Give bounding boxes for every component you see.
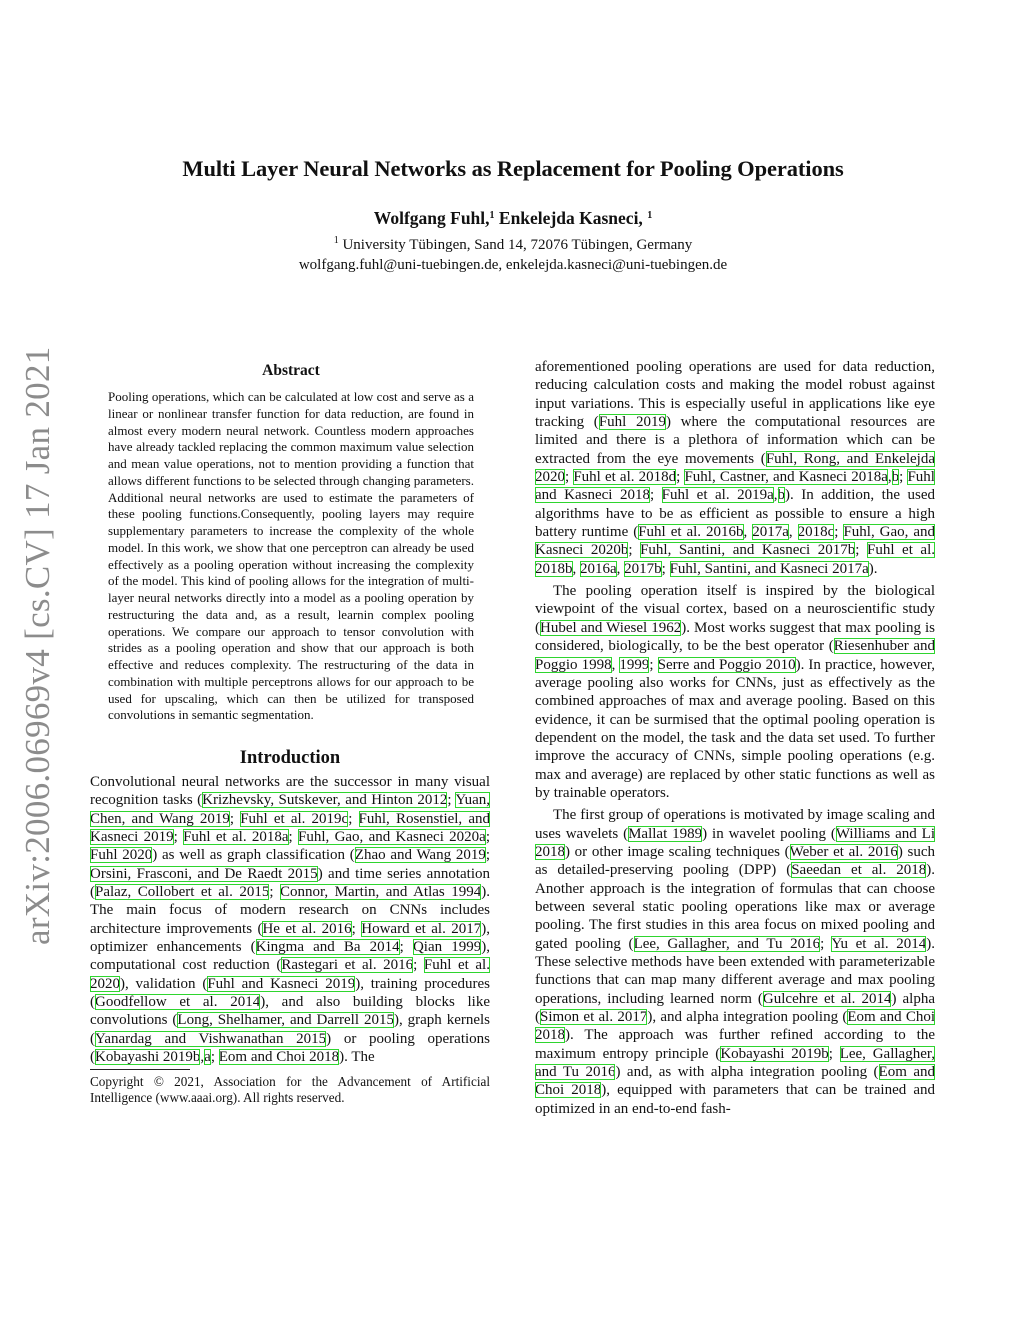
citation-link[interactable]: Fuhl et al. 2019c xyxy=(240,810,349,827)
citation-link[interactable]: Fuhl, Rosenstiel, and Kasneci 2019 xyxy=(90,810,490,846)
citation-link[interactable]: Fuhl and Kasneci 2018 xyxy=(535,469,935,504)
citation-link[interactable]: Yanardag and Vishwanathan 2015 xyxy=(95,1030,327,1047)
citation-link[interactable]: Weber et al. 2016 xyxy=(789,843,898,860)
citation-link[interactable]: Eom and Choi 2018 xyxy=(535,1064,935,1099)
author-name: Wolfgang Fuhl, xyxy=(373,208,490,228)
citation-link[interactable]: Eom and Choi 2018 xyxy=(535,1009,935,1044)
citation-link[interactable]: Gulcehre et al. 2014 xyxy=(762,990,892,1007)
citation-link[interactable]: Krizhevsky, Sutskever, and Hinton 2012 xyxy=(202,792,448,809)
affiliation-address: University Tübingen, Sand 14, 72076 Tübingen, Germany xyxy=(342,237,693,253)
citation-link[interactable]: b xyxy=(891,469,900,486)
abstract xyxy=(90,362,490,724)
copyright-footnote: Copyright © 2021, Association for the Advancement of Artificial Intelligence (www.aaai.org). All rights reserved. xyxy=(90,1073,490,1105)
introduction-heading: Introduction xyxy=(239,748,341,768)
right-column xyxy=(535,358,935,1118)
citation-link[interactable]: Lee, Gallagher, and Tu 2016 xyxy=(633,935,821,952)
introduction-paragraph: Convolutional neural networks are the successor in many visual recognition tasks (Krizhevsky, Sutskever, and Hinton 2012; Yuan, Chen, and Wang 2019; Fuhl et al. 2019c; Fuhl, Rosenstiel, and Kasneci 2019; Fuhl et al. 2018a; Fuhl, Gao, and Kasneci 2020a; Fuhl 2020) as well as graph classification (Zhao and Wang 2019; Orsini, Frasconi, and De Raedt 2015) and time series annotation (Palaz, Collobert et al. 2015; Connor, Martin, and Atlas 1994). The main focus of modern research on CNNs includes architecture improvements (He et al. 2016; Howard et al. 2017), optimizer enhancements (Kingma and Ba 2014; Qian 1999), computational cost reduction (Rastegari et al. 2016; Fuhl et al. 2020), validation (Fuhl and Kasneci 2019), training procedures (Goodfellow et al. 2014), and also building blocks like convolutions (Long, Shelhamer, and Darrell 2015), graph kernels (Yanardag and Vishwanathan 2015) or pooling operations (Kobayashi 2019b,a; Eom and Choi 2018). The xyxy=(90,774,491,1066)
citation-link[interactable]: Connor, Martin, and Atlas 1994 xyxy=(280,884,482,901)
citation-link[interactable]: Kingma and Ba 2014 xyxy=(255,939,400,956)
affiliation-mark: 1 xyxy=(647,210,653,221)
citation-link[interactable]: b xyxy=(777,487,786,504)
author-list xyxy=(90,208,936,229)
citation-link[interactable]: Fuhl, Santini, and Kasneci 2017b xyxy=(640,542,856,559)
citation-link[interactable]: Kobayashi 2019b xyxy=(720,1045,829,1062)
citation-link[interactable]: Fuhl et al. 2018b xyxy=(535,542,935,577)
title-block xyxy=(90,156,936,275)
affiliation-mark: 1 xyxy=(333,235,339,246)
citation-link[interactable]: Serre and Poggio 2010 xyxy=(657,656,796,673)
footnote-rule xyxy=(90,1069,190,1070)
body-paragraph: The first group of operations is motivated by image scaling and uses wavelets (Mallat 1989) in wavelet pooling (Williams and Li 2018) or other image scaling techniques (Weber et al. 2016) such as detailed-preserving pooling (DPP) (Saeedan et al. 2018). Another approach is the integration of formulas that can choose between several static pooling operations like max or average pooling. The first studies in this area focus on mixed pooling and gated pooling (Lee, Gallagher, and Tu 2016; Yu et al. 2014). These selective methods have been extended with parameterizable functions that can map many different average and max pooling operations, including learned norm (Gulcehre et al. 2014) alpha (Simon et al. 2017), and alpha integration pooling (Eom and Choi 2018). The approach was further refined according to the maximum entropy principle (Kobayashi 2019b; Lee, Gallagher, and Tu 2016) and, as with alpha integration pooling (Eom and Choi 2018), equipped with parameters that can be trained and optimized in an end-to-end fash- xyxy=(535,807,936,1117)
citation-link[interactable]: Qian 1999 xyxy=(412,939,482,956)
citation-link[interactable]: Hubel and Wiesel 1962 xyxy=(540,619,682,636)
citation-link[interactable]: Fuhl 2020 xyxy=(90,847,153,864)
citation-link[interactable]: Riesenhuber and Poggio 1998 xyxy=(535,638,936,673)
citation-link[interactable]: Fuhl, Castner, and Kasneci 2018a xyxy=(684,469,888,486)
citation-link[interactable]: 1999 xyxy=(619,656,650,673)
abstract-text: Pooling operations, which can be calculated at low cost and serve as a linear or nonlinear transfer function for data reduction, are found in almost every modern neural network. Countless modern approaches have already tackled replacing the common maximum value selection and mean value operations, not to mention providing a function that allows different functions to be selected through changing parameters. Additional neural networks are used to estimate the parameters of these pooling functions.Consequently, pooling layers may require supplementary parameters to increase the complexity of the whole model. In this work, we show that one perceptron can already be used effectively as a pooling operation without increasing the complexity of the model. This kind of pooling allows for the integration of multi-layer neural networks directly into a model as a pooling operation by restructuring the data and, as a result, learnin complex pooling operations. We compare our approach to tensor convolution with strides as a pooling operation and show that our approach is both effective and reduces complexity. The restructuring of the data in combination with multiple perceptrons allows for our approach to be used for upscaling, which can then be utilized for transposed convolutions in semantic segmentation. xyxy=(108,389,474,723)
citation-link[interactable]: Lee, Gallagher, and Tu 2016 xyxy=(535,1045,935,1081)
author-emails: wolfgang.fuhl@uni-tuebingen.de, enkelejda.kasneci@uni-tuebingen.de xyxy=(298,257,728,273)
affiliation xyxy=(90,235,936,275)
citation-link[interactable]: a xyxy=(204,1049,211,1066)
citation-link[interactable]: Orsini, Frasconi, and De Raedt 2015 xyxy=(90,865,318,882)
citation-link[interactable]: Saeedan et al. 2018 xyxy=(791,862,927,879)
citation-link[interactable]: Simon et al. 2017 xyxy=(540,1009,648,1026)
citation-link[interactable]: 2016a xyxy=(580,560,617,577)
citation-link[interactable]: Long, Shelhamer, and Darrell 2015 xyxy=(177,1012,394,1029)
author-name: Enkelejda Kasneci, xyxy=(498,208,643,228)
citation-link[interactable]: Fuhl, Gao, and Kasneci 2020a xyxy=(298,829,486,846)
citation-link[interactable]: Williams and Li 2018 xyxy=(535,825,935,860)
citation-link[interactable]: 2018c xyxy=(797,524,835,541)
body-paragraph: aforementioned pooling operations are used for data reduction, reducing calculation costs and making the model robust against input variations. This is especially useful in applications like eye tracking (Fuhl 2019) where the computational resources are limited and there is a plethora of information which can be extracted from the eye movements (Fuhl, Rong, and Enkelejda 2020; Fuhl et al. 2018d; Fuhl, Castner, and Kasneci 2018a,b; Fuhl and Kasneci 2018; Fuhl et al. 2019a,b). In addition, the used algorithms have to be as efficient as possible to ensure a high battery runtime (Fuhl et al. 2016b, 2017a, 2018c; Fuhl, Gao, and Kasneci 2020b; Fuhl, Santini, and Kasneci 2017b; Fuhl et al. 2018b, 2016a, 2017b; Fuhl, Santini, and Kasneci 2017a). xyxy=(535,359,936,577)
citation-link[interactable]: Kobayashi 2019b xyxy=(95,1049,201,1066)
affiliation-mark: 1 xyxy=(489,210,495,221)
arxiv-identifier: arXiv:2006.06969v4 [cs.CV] 17 Jan 2021 xyxy=(18,346,57,945)
paper-title: Multi Layer Neural Networks as Replacement for Pooling Operations xyxy=(182,156,844,181)
body-paragraph: The pooling operation itself is inspired by the biological viewpoint of the visual cortex, based on a neuroscientific study (Hubel and Wiesel 1962). Most works suggest that max pooling is considered, biologically, to be the best operator (Riesenhuber and Poggio 1998, 1999; Serre and Poggio 2010). In practice, however, average pooling also works for CNNs, just as effectively as the combined approaches of max and average pooling. Based on this evidence, it can be surmised that the optimal pooling operation is dependent on the model, the task and the data set used. To further improve the accuracy of CNNs, simple pooling operations (e.g. max and average) are replaced by other static functions as well as by trainable operators. xyxy=(535,583,936,801)
citation-link[interactable]: He et al. 2016 xyxy=(262,920,352,937)
citation-link[interactable]: 2017b xyxy=(624,560,662,577)
citation-link[interactable]: Yu et al. 2014 xyxy=(831,935,927,952)
citation-link[interactable]: Fuhl, Rong, and Enkelejda 2020 xyxy=(535,450,935,486)
citation-link[interactable]: Fuhl 2019 xyxy=(598,414,666,431)
citation-link[interactable]: Fuhl and Kasneci 2019 xyxy=(207,975,356,992)
citation-link[interactable]: Fuhl et al. 2020 xyxy=(90,957,490,992)
citation-link[interactable]: Fuhl et al. 2016b xyxy=(638,524,744,541)
citation-link[interactable]: Fuhl, Santini, and Kasneci 2017a xyxy=(669,560,869,577)
citation-link[interactable]: Fuhl et al. 2018a xyxy=(183,829,289,846)
abstract-heading: Abstract xyxy=(262,362,320,379)
citation-link[interactable]: Fuhl et al. 2018d xyxy=(573,469,677,486)
citation-link[interactable]: 2017a xyxy=(752,524,789,541)
citation-link[interactable]: Palaz, Collobert et al. 2015 xyxy=(95,884,270,901)
citation-link[interactable]: Fuhl, Gao, and Kasneci 2020b xyxy=(535,524,936,559)
citation-link[interactable]: Mallat 1989 xyxy=(628,825,703,842)
citation-link[interactable]: Fuhl et al. 2019a xyxy=(661,487,774,504)
citation-link[interactable]: Yuan, Chen, and Wang 2019 xyxy=(90,792,490,827)
citation-link[interactable]: Eom and Choi 2018 xyxy=(218,1049,340,1066)
citation-link[interactable]: Goodfellow et al. 2014 xyxy=(95,994,261,1011)
citation-link[interactable]: Rastegari et al. 2016 xyxy=(281,957,414,974)
citation-link[interactable]: Zhao and Wang 2019 xyxy=(354,847,486,864)
left-column xyxy=(90,362,490,1107)
citation-link[interactable]: Howard et al. 2017 xyxy=(361,920,482,937)
